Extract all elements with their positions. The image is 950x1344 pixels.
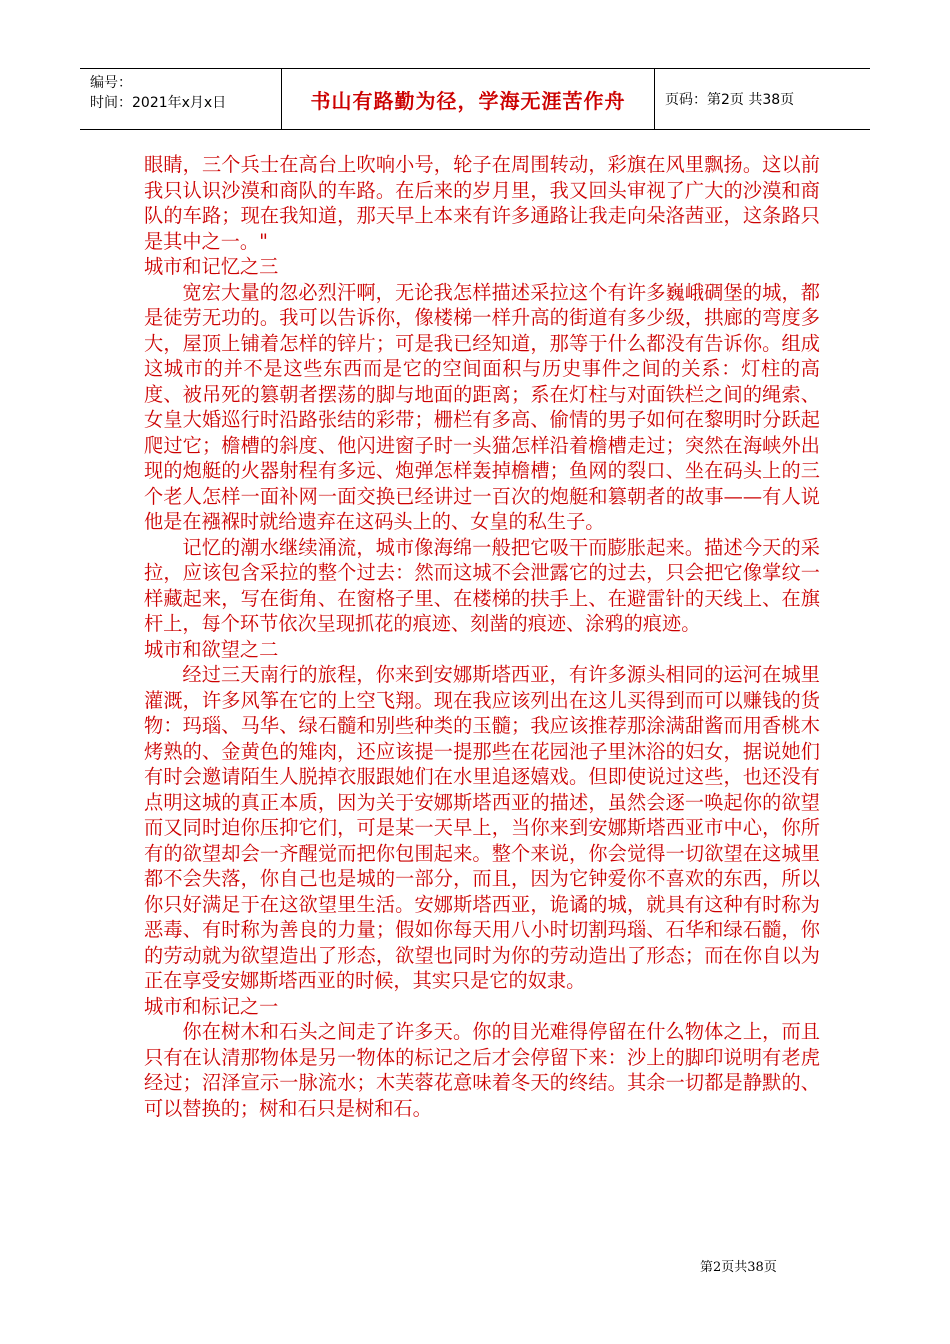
paragraph: 你在树木和石头之间走了许多天。你的目光难得停留在什么物体之上，而且只有在认清那物体是另一物体的标记之后才会停留下来：沙上的脚印说明有老虎经过；沼泽宣示一脉流水；木芙蓉花意味着冬天的终结。其余一切都是静默的、可以替换的；树和石只是树和石。 (144, 1020, 820, 1120)
paragraph: 宽宏大量的忽必烈汗啊，无论我怎样描述采拉这个有许多巍峨碉堡的城，都是徒劳无功的。我可以告诉你，像楼梯一样升高的街道有多少级，拱廊的弯度多大，屋顶上铺着怎样的锌片；可是我已经知道，那等于什么都没有告诉你。组成这城市的并不是这些东西而是它的空间面积与历史事件之间的关系：灯柱的高度、被吊死的篡朝者摆荡的脚与地面的距离；系在灯柱与对面铁栏之间的绳索、女皇大婚巡行时沿路张结的彩带；栅栏有多高、偷情的男子如何在黎明时分跃起爬过它；檐槽的斜度、他闪进窗子时一头猫怎样沿着檐槽走过；突然在海峡外出现的炮艇的火器射程有多远、炮弹怎样轰掉檐槽；鱼网的裂口、坐在码头上的三个老人怎样一面补网一面交换已经讲过一百次的炮艇和篡朝者的故事——有人说他是在襁褓时就给遗弃在这码头上的、女皇的私生子。 (144, 280, 820, 533)
section-heading: 城市和欲望之二 (144, 637, 279, 661)
paragraph: 眼睛，三个兵士在高台上吹响小号，轮子在周围转动，彩旗在风里飘扬。这以前我只认识沙漠和商队的车路。在后来的岁月里，我又回头审视了广大的沙漠和商队的车路；现在我知道，那天早上本来有许多通路让我走向朵洛茜亚，这条路只是其中之一。" (144, 153, 820, 253)
header-motto: 书山有路勤为径，学海无涯苦作舟 (282, 69, 655, 129)
page-footer: 第2页共38页 (700, 1260, 777, 1275)
header-page-label: 页码：第2页 共38页 (665, 92, 795, 108)
number-label: 编号： (90, 75, 132, 91)
page-header (80, 68, 870, 130)
section-heading: 城市和记忆之三 (144, 255, 279, 278)
document-body (144, 152, 820, 1121)
date-label: 时间：2021年x月x日 (90, 95, 227, 111)
paragraph: 记忆的潮水继续涌流，城市像海绵一般把它吸干而膨胀起来。描述今天的采拉，应该包含采拉的整个过去：然而这城不会泄露它的过去，只会把它像掌纹一样藏起来，写在街角、在窗格子里、在楼梯的扶手上、在避雷针的天线上、在旗杆上，每个环节依次呈现抓花的痕迹、刻凿的痕迹、涂鸦的痕迹。 (144, 535, 820, 635)
section-heading: 城市和标记之一 (144, 994, 279, 1018)
header-meta (80, 69, 282, 129)
paragraph: 经过三天南行的旅程，你来到安娜斯塔西亚，有许多源头相同的运河在城里灌溉，许多风筝在它的上空飞翔。现在我应该列出在这儿买得到而可以赚钱的货物：玛瑙、马华、绿石髓和别些种类的玉髓；我应该推荐那涂满甜酱而用香桃木烤熟的、金黄色的雉肉，还应该提一提那些在花园池子里沐浴的妇女，据说她们有时会邀请陌生人脱掉衣服跟她们在水里追逐嬉戏。但即使说过这些，也还没有点明这城的真正本质，因为关于安娜斯塔西亚的描述，虽然会逐一唤起你的欲望而又同时迫你压抑它们，可是某一天早上，当你来到安娜斯塔西亚市中心，你所有的欲望却会一齐醒觉而把你包围起来。整个来说，你会觉得一切欲望在这城里都不会失落，你自己也是城的一部分，而且，因为它钟爱你不喜欢的东西，所以你只好满足于在这欲望里生活。安娜斯塔西亚，诡谲的城，就具有这种有时称为恶毒、有时称为善良的力量；假如你每天用八小时切割玛瑙、石华和绿石髓，你的劳动就为欲望造出了形态，欲望也同时为你的劳动造出了形态；而在你自以为正在享受安娜斯塔西亚的时候，其实只是它的奴隶。 (144, 663, 820, 992)
